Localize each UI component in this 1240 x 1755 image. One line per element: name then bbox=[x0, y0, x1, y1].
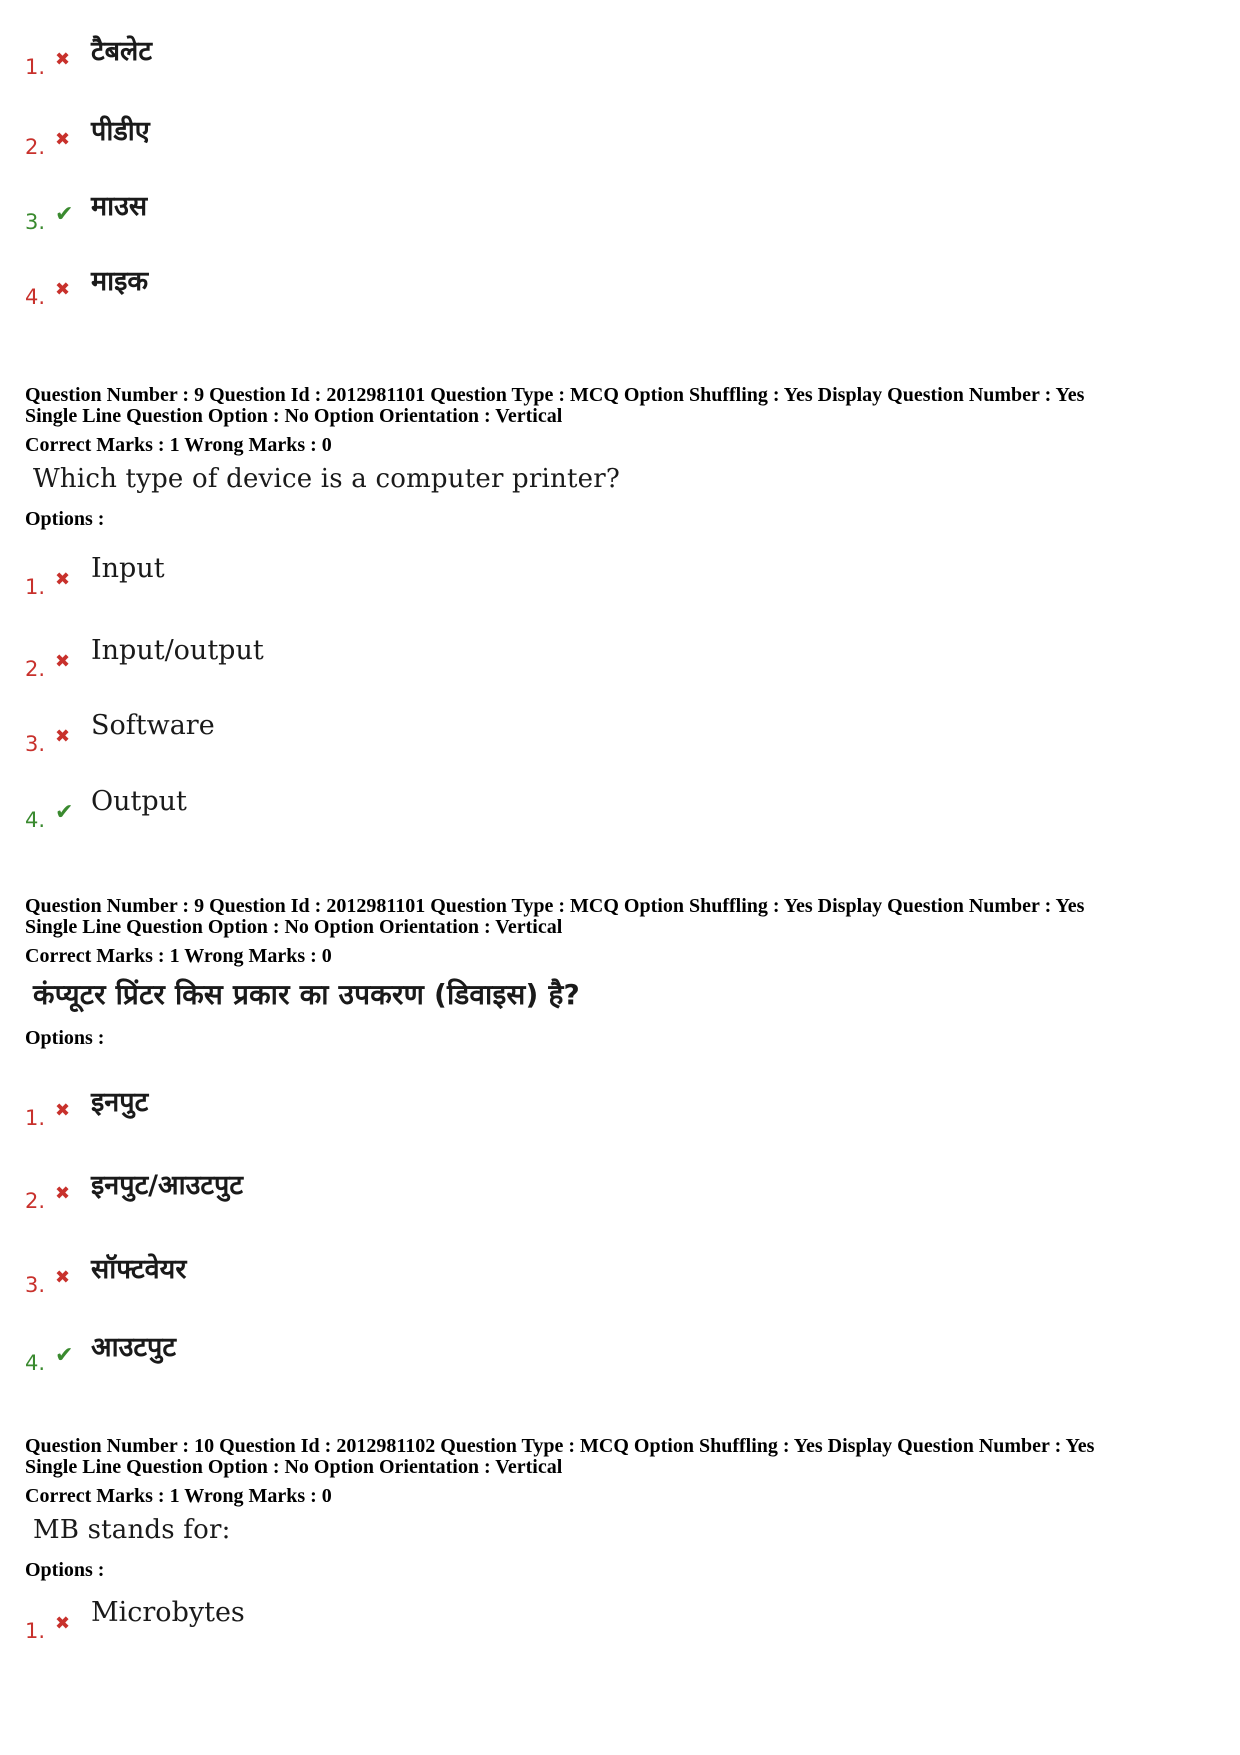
cross-icon: ✖ bbox=[55, 279, 71, 300]
option-item bbox=[25, 1597, 625, 1649]
option-item bbox=[25, 116, 625, 165]
cross-icon: ✖ bbox=[55, 569, 71, 590]
question-text: Which type of device is a computer printer? bbox=[33, 464, 620, 494]
check-icon: ✔ bbox=[55, 1343, 74, 1368]
option-text: माइक bbox=[91, 266, 149, 297]
option-number: 2. bbox=[25, 657, 46, 681]
option-text: आउटपुट bbox=[91, 1332, 176, 1363]
marks-line: Correct Marks : 1 Wrong Marks : 0 bbox=[25, 434, 332, 456]
cross-icon: ✖ bbox=[55, 1100, 71, 1121]
options-label: Options : bbox=[25, 508, 105, 530]
options-label: Options : bbox=[25, 1027, 105, 1049]
question-meta: Single Line Question Option : No Option Orientation : Vertical bbox=[25, 916, 563, 938]
option-number: 4. bbox=[25, 1351, 46, 1375]
question-meta: Question Number : 9 Question Id : 2012981101 Question Type : MCQ Option Shuffling : Yes Display Question Number : Yes bbox=[25, 895, 1085, 917]
cross-icon: ✖ bbox=[55, 726, 71, 747]
option-number: 1. bbox=[25, 575, 46, 599]
question-meta: Single Line Question Option : No Option Orientation : Vertical bbox=[25, 1456, 563, 1478]
cross-icon: ✖ bbox=[55, 1613, 71, 1634]
question-text: MB stands for: bbox=[33, 1515, 231, 1545]
cross-icon: ✖ bbox=[55, 651, 71, 672]
question-meta: Question Number : 9 Question Id : 2012981101 Question Type : MCQ Option Shuffling : Yes Display Question Number : Yes bbox=[25, 384, 1085, 406]
cross-icon: ✖ bbox=[55, 49, 71, 70]
cross-icon: ✖ bbox=[55, 1267, 71, 1288]
marks-line: Correct Marks : 1 Wrong Marks : 0 bbox=[25, 1485, 332, 1507]
option-item bbox=[25, 710, 625, 762]
option-text: Output bbox=[91, 786, 187, 817]
option-number: 1. bbox=[25, 1619, 46, 1643]
option-text: सॉफ्टवेयर bbox=[91, 1254, 187, 1285]
option-text: Microbytes bbox=[91, 1597, 245, 1628]
question-meta: Question Number : 10 Question Id : 2012981102 Question Type : MCQ Option Shuffling : Yes Display Question Number : Yes bbox=[25, 1435, 1095, 1457]
option-item bbox=[25, 191, 625, 240]
cross-icon: ✖ bbox=[55, 1183, 71, 1204]
option-text: पीडीए bbox=[91, 116, 150, 147]
option-item bbox=[25, 1170, 625, 1219]
cross-icon: ✖ bbox=[55, 129, 71, 150]
option-item bbox=[25, 1254, 625, 1303]
check-icon: ✔ bbox=[55, 202, 74, 227]
question-block bbox=[25, 896, 1215, 1050]
option-text: माउस bbox=[91, 191, 148, 222]
option-number: 1. bbox=[25, 1106, 46, 1130]
option-item bbox=[25, 553, 625, 605]
option-text: Input bbox=[91, 553, 165, 584]
question-block bbox=[25, 385, 1215, 531]
option-text: टैबलेट bbox=[91, 36, 152, 67]
option-number: 1. bbox=[25, 55, 46, 79]
option-number: 3. bbox=[25, 732, 46, 756]
option-item bbox=[25, 1087, 625, 1136]
option-text: Software bbox=[91, 710, 215, 741]
option-text: Input/output bbox=[91, 635, 264, 666]
option-number: 3. bbox=[25, 210, 46, 234]
option-number: 3. bbox=[25, 1273, 46, 1297]
options-label: Options : bbox=[25, 1559, 105, 1581]
question-block bbox=[25, 1436, 1215, 1582]
marks-line: Correct Marks : 1 Wrong Marks : 0 bbox=[25, 945, 332, 967]
option-number: 2. bbox=[25, 1189, 46, 1213]
option-number: 4. bbox=[25, 808, 46, 832]
question-meta: Single Line Question Option : No Option Orientation : Vertical bbox=[25, 405, 563, 427]
option-item bbox=[25, 635, 625, 687]
option-text: इनपुट bbox=[91, 1087, 149, 1118]
question-text: कंप्यूटर प्रिंटर किस प्रकार का उपकरण (डिवाइस) है? bbox=[33, 978, 580, 1011]
option-text: इनपुट/आउटपुट bbox=[91, 1170, 243, 1201]
option-item bbox=[25, 36, 625, 85]
option-number: 2. bbox=[25, 135, 46, 159]
option-item bbox=[25, 786, 625, 838]
option-item bbox=[25, 266, 625, 315]
option-item bbox=[25, 1332, 625, 1381]
option-number: 4. bbox=[25, 285, 46, 309]
check-icon: ✔ bbox=[55, 800, 74, 825]
